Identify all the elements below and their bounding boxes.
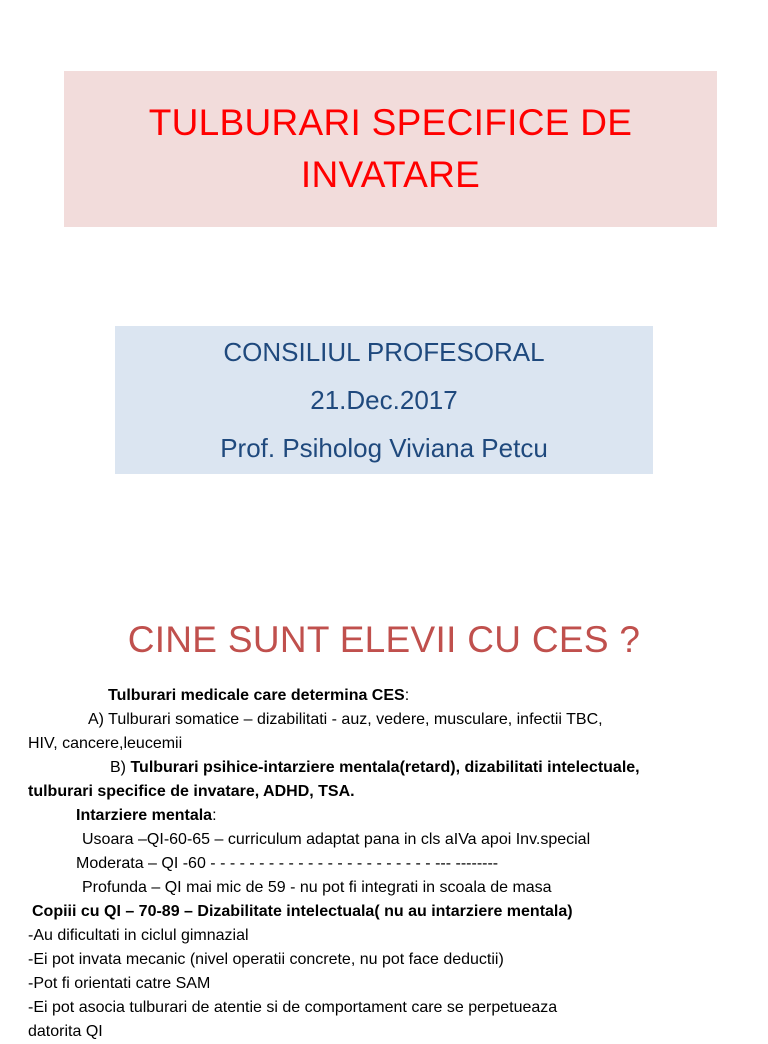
intarziere-heading: Intarziere mentala [76, 807, 213, 824]
heading-text: Tulburari medicale care determina CES [108, 687, 405, 704]
bullet-4-continued: datorita QI [28, 1023, 103, 1040]
heading-line [28, 684, 748, 708]
subtitle-box [115, 326, 653, 474]
moderata-line: Moderata – QI -60 - - - - - - - - - - - - - - - - - - - - - - - --- -------- [76, 855, 499, 872]
item-b-continued: tulburari specifice de invatare, ADHD, TSA. [28, 783, 355, 800]
item-b [28, 756, 748, 780]
slide-title-line-2: INVATARE [300, 154, 481, 195]
profunda-line: Profunda – QI mai mic de 59 - nu pot fi integrati in scoala de masa [82, 879, 552, 896]
item-b-text: Tulburari psihice-intarziere mentala(retard), dizabilitati intelectuale, [130, 759, 640, 776]
copiii-line: Copiii cu QI – 70-89 – Dizabilitate intelectuala( nu au intarziere mentala) [32, 903, 573, 920]
item-a: A) Tulburari somatice – dizabilitati - auz, vedere, musculare, infectii TBC, [88, 711, 603, 728]
slide-title-line-1: TULBURARI SPECIFICE DE [148, 102, 633, 143]
bullet-2: -Ei pot invata mecanic (nivel operatii concrete, nu pot face deductii) [28, 951, 504, 968]
subtitle-line-2: 21.Dec.2017 [310, 385, 458, 415]
intarziere-line [28, 804, 748, 828]
subtitle-line-3: Prof. Psiholog Viviana Petcu [220, 433, 548, 463]
slide-2-content [28, 684, 748, 1044]
usoara-line: Usoara –QI-60-65 – curriculum adaptat pana in cls aIVa apoi Inv.special [82, 831, 591, 848]
bullet-4: -Ei pot asocia tulburari de atentie si de comportament care se perpetueaza [28, 999, 558, 1016]
slide-2 [0, 590, 768, 1040]
bullet-3: -Pot fi orientati catre SAM [28, 975, 211, 992]
bullet-1: -Au dificultati in ciclul gimnazial [28, 927, 249, 944]
subtitle-line-1: CONSILIUL PROFESORAL [223, 337, 545, 367]
heading-colon: : [404, 687, 410, 704]
intarziere-colon: : [212, 807, 217, 824]
title-box [64, 71, 717, 227]
item-a-continued: HIV, cancere,leucemii [28, 735, 183, 752]
slide-2-title: CINE SUNT ELEVII CU CES ? [127, 619, 641, 660]
item-b-prefix: B) [110, 759, 131, 776]
